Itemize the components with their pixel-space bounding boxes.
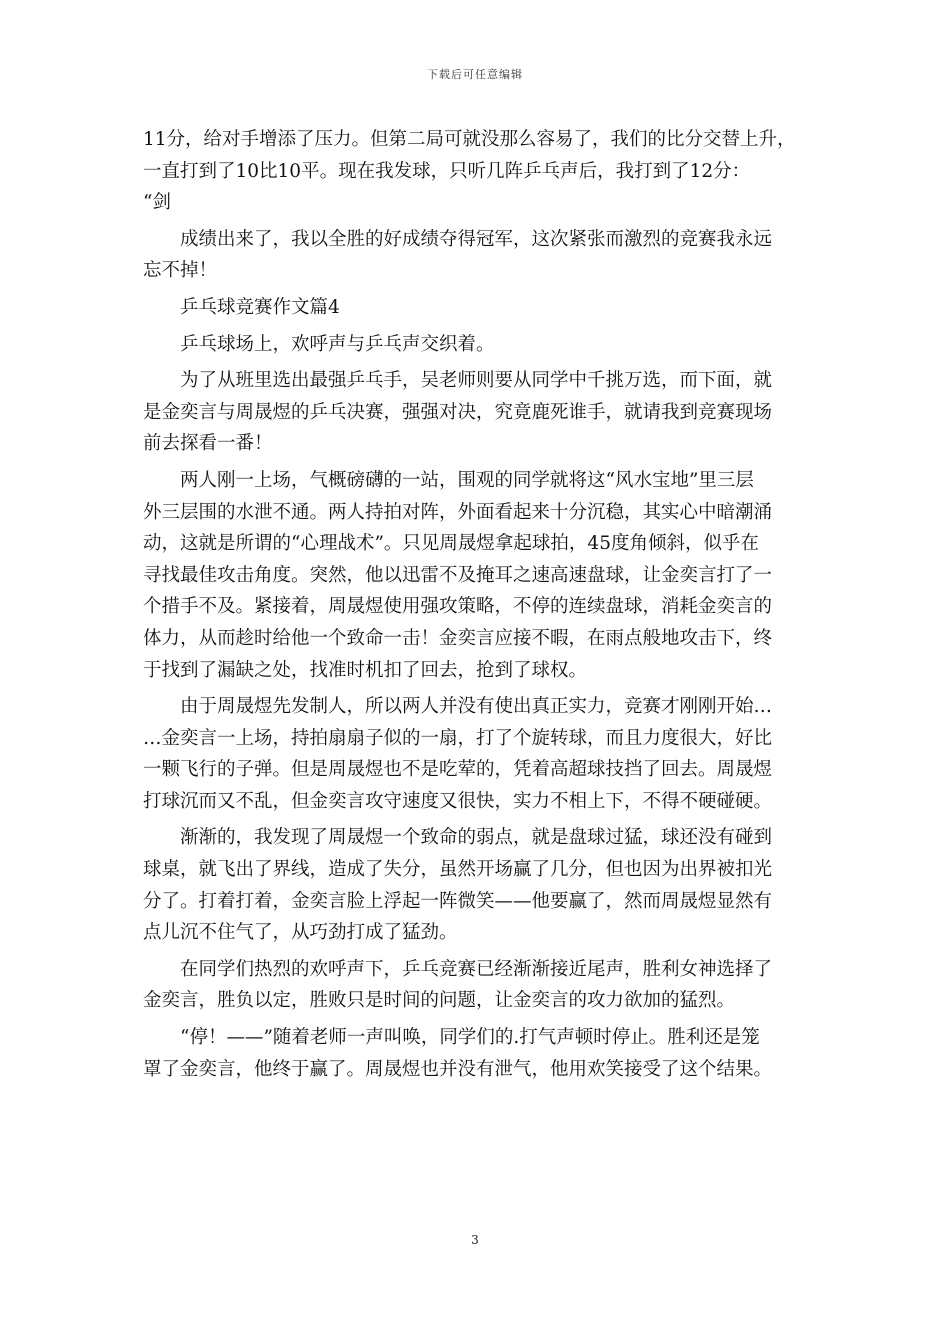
text-line: 金奕言，胜负以定，胜败只是时间的问题，让金奕言的攻力欲加的猛烈。 <box>143 990 736 1012</box>
text-line: 前去探看一番！ <box>143 433 273 455</box>
text-line: 忘不掉！ <box>143 260 218 282</box>
text-line: …金奕言一上场，持拍扇扇子似的一扇，打了个旋转球，而且力度很大，好比 <box>143 727 773 749</box>
text-line: 动，这就是所谓的“心理战术”。只见周晟煜拿起球拍，45度角倾斜，似乎在 <box>143 533 759 555</box>
paragraph <box>143 822 809 948</box>
text-line: 外三层围的水泄不通。两人持拍对阵，外面看起来十分沉稳，其实心中暗潮涌 <box>143 501 773 523</box>
text-line: 分了。打着打着，金奕言脸上浮起一阵微笑——他要赢了，然而周晟煜显然有 <box>143 890 773 912</box>
text-line: 在同学们热烈的欢呼声下，乒乓竞赛已经渐渐接近尾声，胜利女神选择了 <box>180 958 773 980</box>
paragraph <box>143 465 809 686</box>
text-line: 由于周晟煜先发制人，所以两人并没有使出真正实力，竞赛才刚刚开始… <box>180 696 773 718</box>
text-line: 成绩出来了，我以全胜的好成绩夺得冠军，这次紧张而激烈的竞赛我永远 <box>180 228 773 250</box>
text-line: 球桌，就飞出了界线，造成了失分，虽然开场赢了几分，但也因为出界被扣光 <box>143 859 773 881</box>
paragraph <box>143 954 809 1017</box>
paragraph <box>143 691 809 817</box>
text-line: “剑 <box>143 192 171 214</box>
text-line: 寻找最佳攻击角度。突然，他以迅雷不及掩耳之速高速盘球，让金奕言打了一 <box>143 564 773 586</box>
text-line: 罩了金奕言，他终于赢了。周晟煜也并没有泄气，他用欢笑接受了这个结果。 <box>143 1058 773 1080</box>
text-line: 为了从班里选出最强乒乓手，吴老师则要从同学中千挑万选，而下面，就 <box>180 370 773 392</box>
paragraph <box>143 1022 809 1085</box>
text-line: 个措手不及。紧接着，周晟煜使用强攻策略，不停的连续盘球，消耗金奕言的 <box>143 596 773 618</box>
text-line: 乒乓球场上，欢呼声与乒乓声交织着。 <box>180 333 495 355</box>
text-line: “停！——”随着老师一声叫唤，同学们的.打气声顿时停止。胜利还是笼 <box>180 1027 760 1049</box>
paragraph <box>143 329 809 361</box>
paragraph <box>143 292 809 324</box>
page-number: 3 <box>471 1233 479 1247</box>
text-line: 两人刚一上场，气概磅礴的一站，围观的同学就将这“风水宝地”里三层 <box>180 469 754 491</box>
text-line: 体力，从而趁时给他一个致命一击！金奕言应接不暇，在雨点般地攻击下，终 <box>143 627 773 649</box>
text-line: 是金奕言与周晟煜的乒乓决赛，强强对决，究竟鹿死谁手，就请我到竞赛现场 <box>143 401 773 423</box>
text-line: 点儿沉不住气了，从巧劲打成了猛劲。 <box>143 922 458 944</box>
text-line: 一颗飞行的子弹。但是周晟煜也不是吃荤的，凭着高超球技挡了回去。周晟煜 <box>143 759 773 781</box>
text-line: 渐渐的，我发现了周晟煜一个致命的弱点，就是盘球过猛，球还没有碰到 <box>180 827 773 849</box>
text-line: 打球沉而又不乱，但金奕言攻守速度又很快，实力不相上下，不得不硬碰硬。 <box>143 790 773 812</box>
text-line: 11分，给对手增添了压力。但第二局可就没那么容易了，我们的比分交替上升， <box>143 129 796 150</box>
paragraph <box>143 224 809 287</box>
page-header: 下载后可任意编辑 <box>427 68 523 81</box>
text-line: 一直打到了10比10平。现在我发球，只听几阵乒乓声后，我打到了12分： <box>143 160 751 182</box>
text-line: 于找到了漏缺之处，找准时机扣了回去，抢到了球权。 <box>143 659 588 681</box>
document-body <box>143 124 809 1090</box>
paragraph <box>143 124 809 219</box>
paragraph <box>143 365 809 460</box>
text-line: 乒乓球竞赛作文篇4 <box>180 296 340 318</box>
